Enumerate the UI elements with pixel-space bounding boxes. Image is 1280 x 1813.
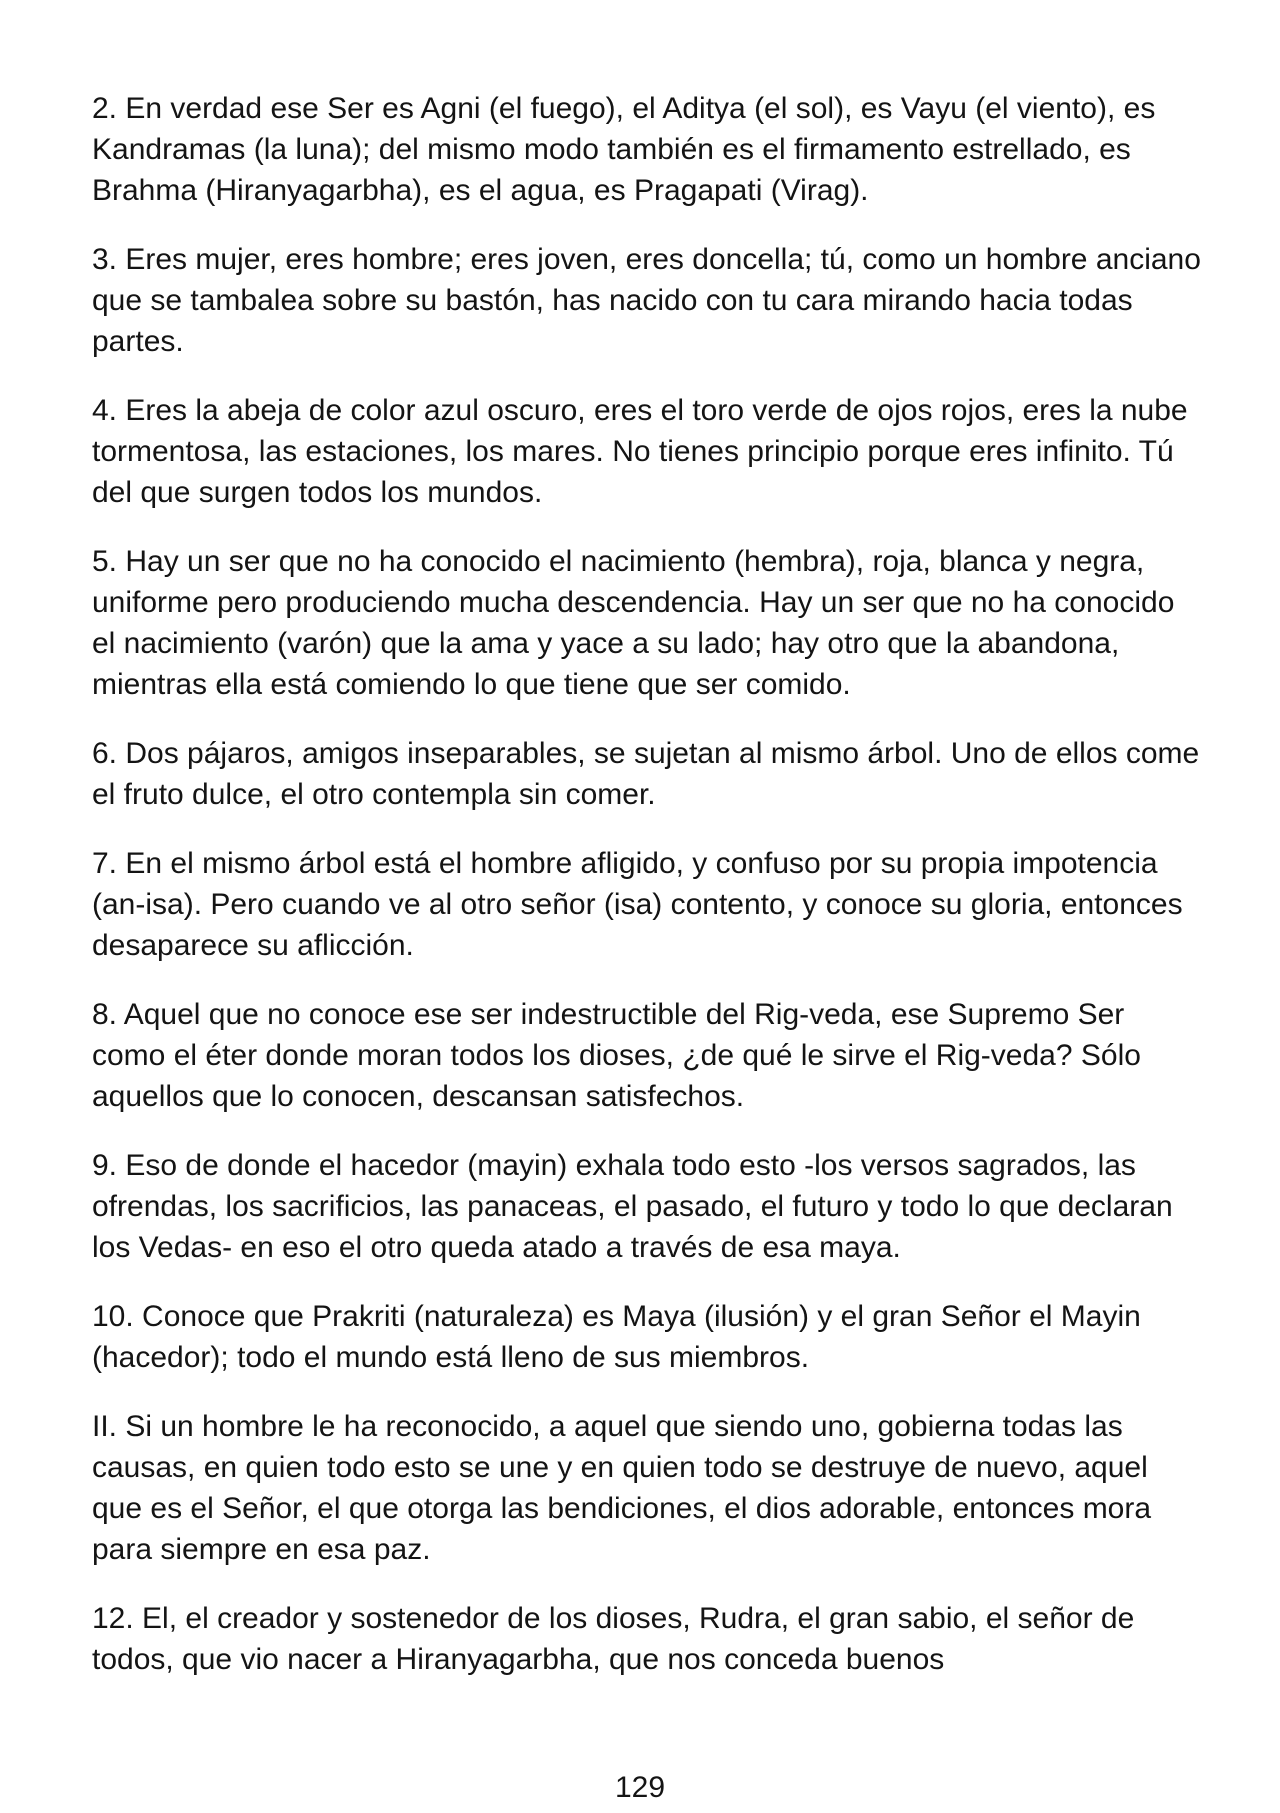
verse-paragraph-11: II. Si un hombre le ha reconocido, a aquel que siendo uno, gobierna todas las causas, en quien todo esto se une y en quien todo se destruye de nuevo, aquel que es el Señor, el que otorga las bendiciones, el dios adorable, entonces mora para siempre en esa paz. [92, 1410, 1152, 1566]
verse-paragraph-9: 9. Eso de donde el hacedor (mayin) exhala todo esto -los versos sagrados, las ofrendas, los sacrificios, las panaceas, el pasado, el futuro y todo lo que declaran los Vedas- en eso el otro queda atado a través de esa maya. [92, 1149, 1173, 1264]
verse-paragraph-5: 5. Hay un ser que no ha conocido el nacimiento (hembra), roja, blanca y negra, uniforme pero produciendo mucha descendencia. Hay un ser que no ha conocido el nacimiento (varón) que la ama y yace a su lado; hay otro que la abandona, mientras ella está comiendo lo que tiene que ser comido. [92, 545, 1175, 701]
verse-paragraph-12: 12. El, el creador y sostenedor de los dioses, Rudra, el gran sabio, el señor de todos, que vio nacer a Hiranyagarbha, que nos conceda buenos [92, 1602, 1135, 1676]
verse-paragraph-4: 4. Eres la abeja de color azul oscuro, eres el toro verde de ojos rojos, eres la nube tormentosa, las estaciones, los mares. No tienes principio porque eres infinito. Tú del que surgen todos los mundos. [92, 394, 1188, 509]
page-body [92, 88, 1202, 1708]
verse-paragraph-2: 2. En verdad ese Ser es Agni (el fuego), el Aditya (el sol), es Vayu (el viento), es Kandramas (la luna); del mismo modo también es el firmamento estrellado, es Brahma (Hiranyagarbha), es el agua, es Pragapati (Virag). [92, 92, 1156, 207]
verse-paragraph-8: 8. Aquel que no conoce ese ser indestructible del Rig-veda, ese Supremo Ser como el éter donde moran todos los dioses, ¿de qué le sirve el Rig-veda? Sólo aquellos que lo conocen, descansan satisfechos. [92, 998, 1141, 1113]
verse-paragraph-10: 10. Conoce que Prakriti (naturaleza) es Maya (ilusión) y el gran Señor el Mayin (hacedor); todo el mundo está lleno de sus miembros. [92, 1300, 1141, 1374]
verse-paragraph-7: 7. En el mismo árbol está el hombre afligido, y confuso por su propia impotencia (an-isa). Pero cuando ve al otro señor (isa) contento, y conoce su gloria, entonces desaparece su aflicción. [92, 847, 1183, 962]
page-number: 129 [614, 1771, 666, 1804]
verse-paragraph-3: 3. Eres mujer, eres hombre; eres joven, eres doncella; tú, como un hombre anciano que se tambalea sobre su bastón, has nacido con tu cara mirando hacia todas partes. [92, 243, 1201, 358]
verse-paragraph-6: 6. Dos pájaros, amigos inseparables, se sujetan al mismo árbol. Uno de ellos come el fruto dulce, el otro contempla sin comer. [92, 737, 1200, 811]
